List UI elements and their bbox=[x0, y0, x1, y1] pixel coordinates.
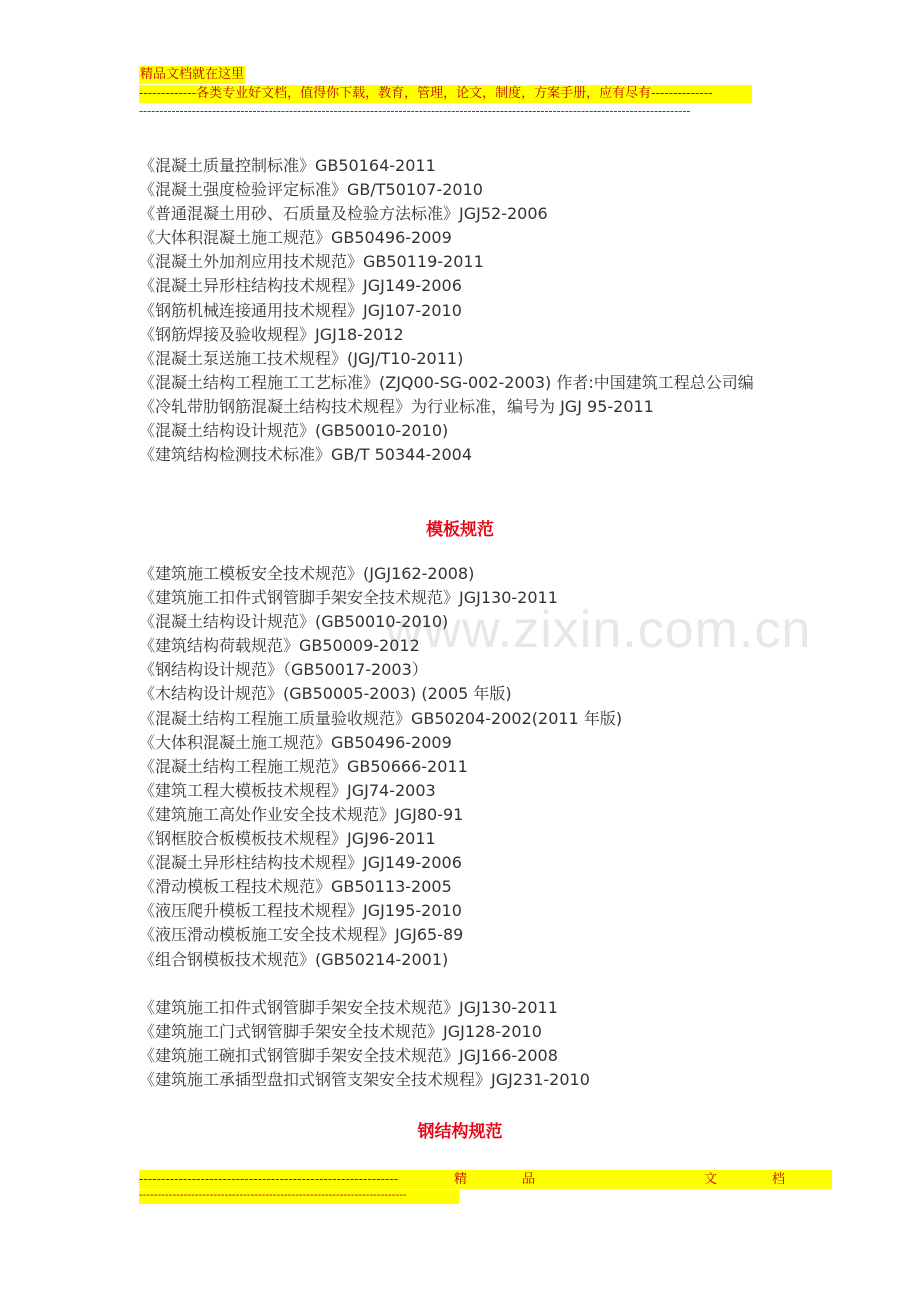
banner-title: 精品文档就在这里 bbox=[140, 67, 245, 82]
footer-word: 文 bbox=[704, 1172, 718, 1187]
list-item: 《钢结构设计规范》（GB50017-2003） bbox=[139, 660, 428, 680]
section-heading-formwork: 模板规范 bbox=[426, 520, 494, 540]
list-item: 《混凝土泵送施工技术规程》(JGJ/T10-2011) bbox=[139, 348, 464, 368]
footer-word: 精 bbox=[454, 1172, 468, 1187]
footer-dashes-bottom: ------------------------------------------------------------------------ bbox=[139, 1190, 459, 1204]
footer-word: 品 bbox=[522, 1172, 536, 1187]
list-item: 《混凝土质量控制标准》GB50164-2011 bbox=[139, 156, 436, 175]
footer-word: 档 bbox=[772, 1172, 786, 1187]
list-item: 《混凝土结构工程施工工艺标准》(ZJQ00-SG-002-2003) 作者:中国建筑工程总公司编 bbox=[139, 372, 754, 392]
concrete-standards-list bbox=[139, 154, 789, 467]
banner-slogan: -------------各类专业好文档，值得你下载，教育，管理，论文，制度，方案手册，应有尽有-------------- bbox=[139, 85, 752, 103]
list-item: 《混凝土结构工程施工质量验收规范》GB50204-2002(2011 年版) bbox=[139, 708, 623, 728]
list-item: 《建筑工程大模板技术规程》JGJ74-2003 bbox=[139, 780, 436, 800]
list-item: 《大体积混凝土施工规范》GB50496-2009 bbox=[139, 228, 452, 248]
list-item: 《大体积混凝土施工规范》GB50496-2009 bbox=[139, 732, 452, 752]
list-item: 《液压爬升模板工程技术规程》JGJ195-2010 bbox=[139, 901, 462, 921]
list-item: 《建筑施工扣件式钢管脚手架安全技术规范》JGJ130-2011 bbox=[139, 998, 558, 1017]
list-item: 《混凝土异形柱结构技术规程》JGJ149-2006 bbox=[139, 276, 462, 296]
list-item: 《混凝土结构工程施工规范》GB50666-2011 bbox=[139, 756, 468, 776]
list-item: 《组合钢模板技术规范》(GB50214-2001) bbox=[139, 949, 449, 969]
formwork-standards-list bbox=[139, 562, 789, 972]
list-item: 《建筑施工承插型盘扣式钢管支架安全技术规程》JGJ231-2010 bbox=[139, 1070, 590, 1090]
list-item: 《建筑施工碗扣式钢管脚手架安全技术规范》JGJ166-2008 bbox=[139, 1046, 558, 1066]
list-item: 《木结构设计规范》(GB50005-2003) (2005 年版) bbox=[139, 684, 512, 704]
footer-dashes: ----------------------------------------------------------- bbox=[139, 1172, 399, 1187]
banner-divider: ---------------------------------------------------------------------------------------------------------------------------------------- bbox=[139, 104, 691, 118]
list-item: 《钢框胶合板模板技术规程》JGJ96-2011 bbox=[139, 829, 436, 849]
list-item: 《建筑施工门式钢管脚手架安全技术规范》JGJ128-2010 bbox=[139, 1022, 542, 1042]
list-item: 《冷轧带肋钢筋混凝土结构技术规程》为行业标准，编号为 JGJ 95-2011 bbox=[139, 396, 654, 416]
list-item: 《钢筋焊接及验收规程》JGJ18-2012 bbox=[139, 324, 404, 344]
list-item: 《混凝土结构设计规范》(GB50010-2010) bbox=[139, 612, 449, 632]
list-item: 《混凝土强度检验评定标准》GB/T50107-2010 bbox=[139, 180, 483, 200]
list-item: 《建筑结构荷载规范》GB50009-2012 bbox=[139, 636, 420, 656]
footer-banner bbox=[139, 1170, 832, 1189]
scaffold-standards-list bbox=[139, 996, 789, 1092]
list-item: 《钢筋机械连接通用技术规程》JGJ107-2010 bbox=[139, 300, 462, 320]
list-item: 《普通混凝土用砂、石质量及检验方法标准》JGJ52-2006 bbox=[139, 204, 548, 224]
list-item: 《混凝土异形柱结构技术规程》JGJ149-2006 bbox=[139, 853, 462, 873]
list-item: 《建筑结构检测技术标准》GB/T 50344-2004 bbox=[139, 445, 473, 465]
section-heading-steel: 钢结构规范 bbox=[417, 1122, 503, 1142]
watermark: www.zixin.com.cn bbox=[385, 601, 812, 659]
list-item: 《建筑施工模板安全技术规范》(JGJ162-2008) bbox=[139, 564, 475, 583]
list-item: 《建筑施工高处作业安全技术规范》JGJ80-91 bbox=[139, 804, 464, 824]
list-item: 《混凝土外加剂应用技术规范》GB50119-2011 bbox=[139, 252, 484, 272]
list-item: 《建筑施工扣件式钢管脚手架安全技术规范》JGJ130-2011 bbox=[139, 588, 558, 608]
list-item: 《混凝土结构设计规范》(GB50010-2010) bbox=[139, 421, 449, 441]
list-item: 《液压滑动模板施工安全技术规程》JGJ65-89 bbox=[139, 925, 464, 945]
list-item: 《滑动模板工程技术规范》GB50113-2005 bbox=[139, 877, 452, 897]
